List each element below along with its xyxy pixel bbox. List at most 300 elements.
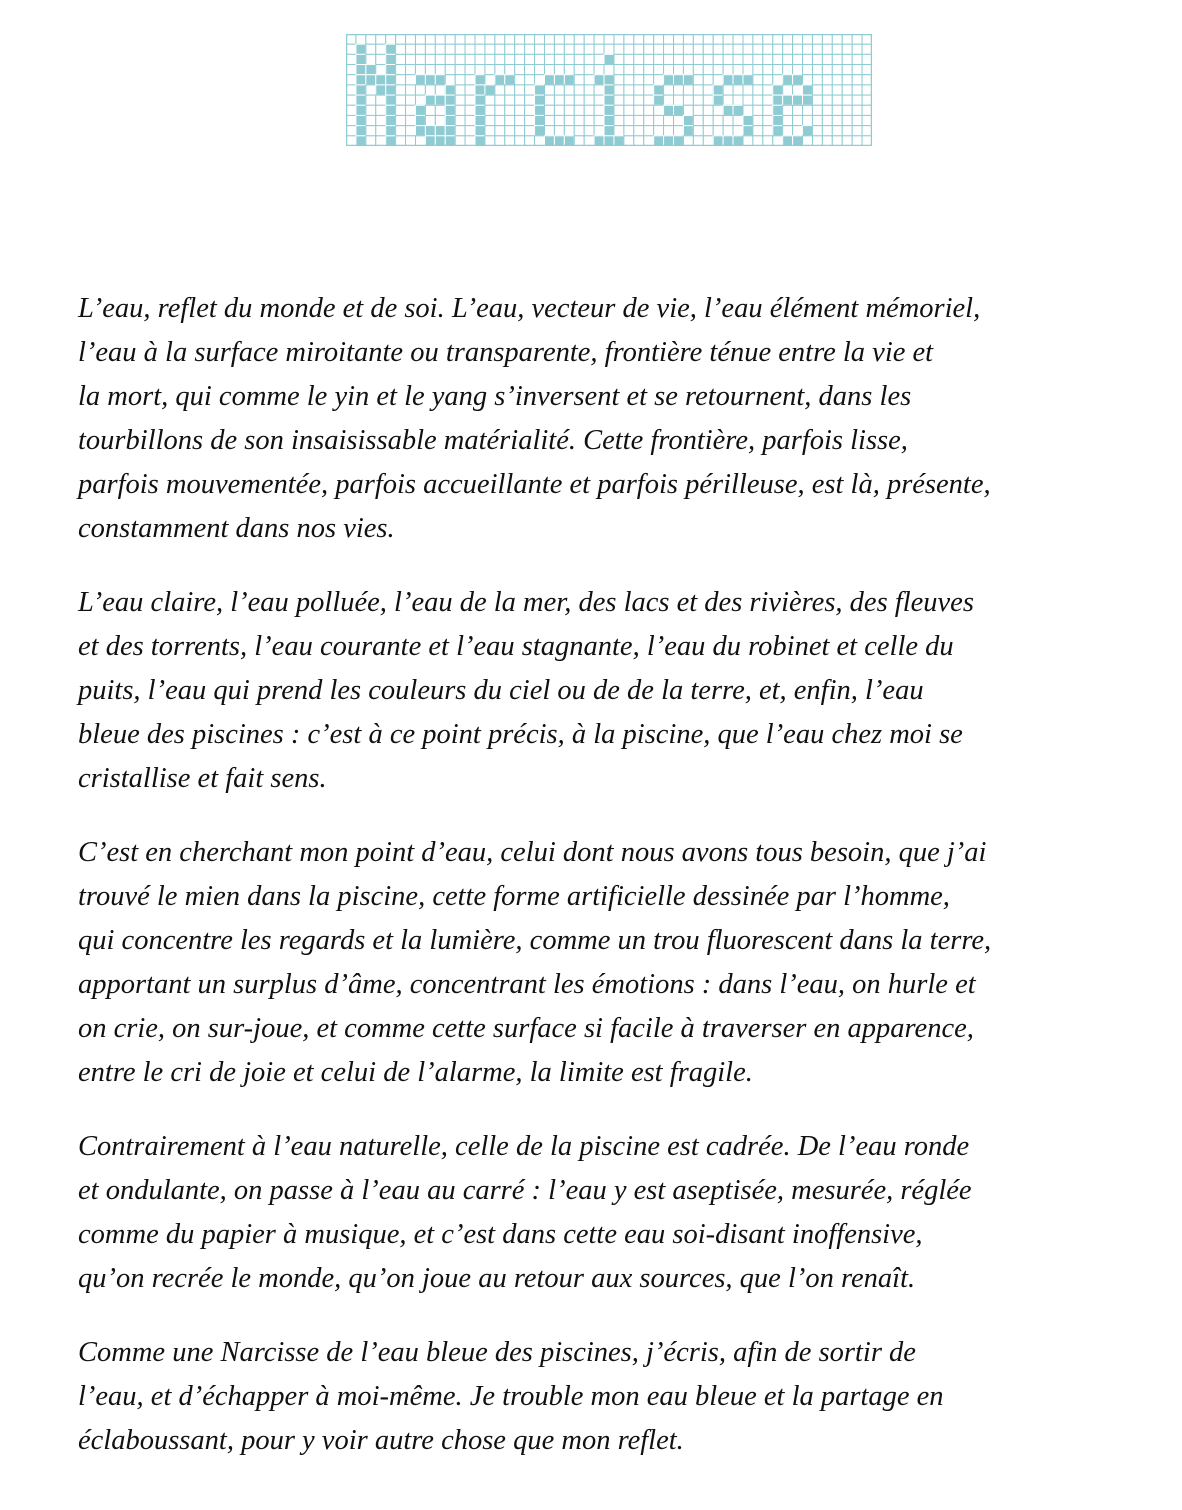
logo-pixel-empty xyxy=(644,115,654,125)
logo-pixel-empty xyxy=(485,136,495,146)
logo-pixel-filled xyxy=(445,136,455,146)
logo-pixel-empty xyxy=(564,115,574,125)
logo-pixel-empty xyxy=(852,126,862,136)
logo-pixel-empty xyxy=(674,65,684,75)
logo-pixel-empty xyxy=(465,105,475,115)
logo-pixel-empty xyxy=(803,136,813,146)
logo-pixel-empty xyxy=(554,65,564,75)
paragraph xyxy=(78,1125,1148,1301)
logo-pixel-filled xyxy=(803,85,813,95)
logo-pixel-empty xyxy=(495,85,505,95)
logo-pixel-filled xyxy=(386,85,396,95)
logo-pixel-empty xyxy=(832,115,842,125)
logo-pixel-empty xyxy=(743,136,753,146)
logo-pixel-filled xyxy=(386,44,396,54)
logo-pixel-empty xyxy=(574,65,584,75)
logo-pixel-empty xyxy=(832,126,842,136)
text-line: et des torrents, l’eau courante et l’eau stagnante, l’eau du robinet et celle du xyxy=(78,631,954,662)
logo-pixel-empty xyxy=(822,85,832,95)
logo-pixel-empty xyxy=(644,126,654,136)
logo-pixel-empty xyxy=(703,115,713,125)
logo-pixel-empty xyxy=(485,126,495,136)
logo-pixel-filled xyxy=(803,126,813,136)
logo-pixel-filled xyxy=(376,75,386,85)
logo-pixel-empty xyxy=(793,44,803,54)
logo-pixel-filled xyxy=(604,105,614,115)
logo-pixel-filled xyxy=(535,85,545,95)
logo-pixel-filled xyxy=(793,95,803,105)
logo-pixel-empty xyxy=(634,44,644,54)
logo-pixel-filled xyxy=(604,136,614,146)
logo-pixel-empty xyxy=(564,105,574,115)
logo-pixel-empty xyxy=(862,75,872,85)
logo-pixel-empty xyxy=(842,54,852,64)
logo-pixel-filled xyxy=(604,85,614,95)
logo-pixel-empty xyxy=(852,115,862,125)
logo-pixel-filled xyxy=(614,136,624,146)
logo-pixel-empty xyxy=(495,136,505,146)
logo-pixel-filled xyxy=(743,115,753,125)
logo-pixel-empty xyxy=(525,75,535,85)
logo-pixel-empty xyxy=(753,75,763,85)
logo-pixel-empty xyxy=(693,44,703,54)
logo-pixel-empty xyxy=(703,44,713,54)
text-line: entre le cri de joie et celui de l’alarme, la limite est fragile. xyxy=(78,1057,753,1088)
logo-pixel-empty xyxy=(822,105,832,115)
logo-pixel-empty xyxy=(366,136,376,146)
logo-pixel-empty xyxy=(743,65,753,75)
logo-pixel-empty xyxy=(733,65,743,75)
logo-pixel-empty xyxy=(525,34,535,44)
logo-pixel-empty xyxy=(396,75,406,85)
logo-pixel-empty xyxy=(644,136,654,146)
logo-pixel-empty xyxy=(346,126,356,136)
logo-pixel-empty xyxy=(525,136,535,146)
text-line: et ondulante, on passe à l’eau au carré : l’eau y est aseptisée, mesurée, réglée xyxy=(78,1175,972,1206)
logo-pixel-filled xyxy=(773,126,783,136)
logo-pixel-empty xyxy=(842,136,852,146)
logo-pixel-empty xyxy=(554,34,564,44)
logo-pixel-filled xyxy=(773,85,783,95)
logo-pixel-empty xyxy=(624,65,634,75)
logo-pixel-empty xyxy=(674,44,684,54)
logo-pixel-empty xyxy=(366,85,376,95)
logo-pixel-empty xyxy=(396,105,406,115)
logo-pixel-empty xyxy=(644,34,654,44)
logo-pixel-empty xyxy=(485,54,495,64)
logo-pixel-empty xyxy=(396,54,406,64)
logo-pixel-empty xyxy=(485,65,495,75)
logo-pixel-empty xyxy=(376,105,386,115)
logo-pixel-empty xyxy=(693,126,703,136)
logo-pixel-empty xyxy=(763,85,773,95)
logo-pixel-empty xyxy=(862,136,872,146)
logo-pixel-empty xyxy=(525,115,535,125)
logo-pixel-empty xyxy=(594,115,604,125)
logo-pixel-filled xyxy=(604,95,614,105)
logo-pixel-empty xyxy=(376,126,386,136)
logo-pixel-empty xyxy=(634,34,644,44)
logo-pixel-empty xyxy=(733,115,743,125)
logo-pixel-empty xyxy=(822,34,832,44)
logo-pixel-empty xyxy=(396,136,406,146)
logo-pixel-empty xyxy=(862,115,872,125)
logo-pixel-empty xyxy=(753,95,763,105)
logo-pixel-empty xyxy=(634,105,644,115)
logo-pixel-empty xyxy=(604,44,614,54)
logo-pixel-empty xyxy=(366,34,376,44)
logo-pixel-empty xyxy=(455,126,465,136)
logo-pixel-filled xyxy=(425,136,435,146)
logo-pixel-empty xyxy=(773,65,783,75)
logo-pixel-filled xyxy=(435,75,445,85)
logo-pixel-empty xyxy=(703,136,713,146)
logo-pixel-empty xyxy=(634,54,644,64)
logo-pixel-empty xyxy=(683,85,693,95)
logo-pixel-filled xyxy=(425,126,435,136)
logo-pixel-filled xyxy=(376,85,386,95)
logo-pixel-empty xyxy=(554,85,564,95)
logo-pixel-empty xyxy=(406,75,416,85)
logo-pixel-empty xyxy=(812,44,822,54)
logo-pixel-empty xyxy=(624,126,634,136)
logo-pixel-empty xyxy=(713,65,723,75)
logo-pixel-empty xyxy=(366,54,376,64)
logo-pixel-empty xyxy=(743,44,753,54)
logo-pixel-filled xyxy=(604,75,614,85)
logo-pixel-filled xyxy=(386,136,396,146)
logo-pixel-empty xyxy=(515,115,525,125)
logo-pixel-empty xyxy=(862,65,872,75)
logo-pixel-empty xyxy=(822,65,832,75)
logo-pixel-filled xyxy=(356,126,366,136)
logo-pixel-empty xyxy=(415,34,425,44)
logo-pixel-empty xyxy=(763,105,773,115)
text-line: trouvé le mien dans la piscine, cette forme artificielle dessinée par l’homme, xyxy=(78,881,950,912)
logo-pixel-empty xyxy=(574,95,584,105)
paragraph xyxy=(78,581,1148,801)
logo-pixel-empty xyxy=(812,136,822,146)
logo-pixel-empty xyxy=(832,85,842,95)
logo-pixel-empty xyxy=(753,44,763,54)
logo-pixel-filled xyxy=(683,115,693,125)
logo-pixel-empty xyxy=(584,65,594,75)
logo-pixel-empty xyxy=(604,65,614,75)
logo-pixel-filled xyxy=(386,54,396,64)
logo-pixel-filled xyxy=(713,95,723,105)
logo-pixel-empty xyxy=(812,85,822,95)
logo-pixel-empty xyxy=(435,54,445,64)
logo-pixel-filled xyxy=(475,105,485,115)
logo-pixel-empty xyxy=(693,95,703,105)
logo-pixel-empty xyxy=(733,95,743,105)
logo-pixel-empty xyxy=(753,65,763,75)
logo-pixel-empty xyxy=(793,34,803,44)
logo-pixel-empty xyxy=(505,126,515,136)
logo-pixel-filled xyxy=(544,75,554,85)
logo-pixel-empty xyxy=(654,54,664,64)
logo-pixel-empty xyxy=(554,54,564,64)
logo-pixel-empty xyxy=(644,65,654,75)
logo-pixel-empty xyxy=(763,54,773,64)
text-line: qu’on recrée le monde, qu’on joue au retour aux sources, que l’on renaît. xyxy=(78,1263,916,1294)
logo-pixel-empty xyxy=(435,115,445,125)
text-line: bleue des piscines : c’est à ce point précis, à la piscine, que l’eau chez moi se xyxy=(78,719,963,750)
logo-pixel-empty xyxy=(654,34,664,44)
logo-pixel-empty xyxy=(832,75,842,85)
logo-pixel-empty xyxy=(624,85,634,95)
logo-pixel-empty xyxy=(733,126,743,136)
logo-pixel-empty xyxy=(366,95,376,105)
logo-pixel-empty xyxy=(822,54,832,64)
logo-pixel-empty xyxy=(425,105,435,115)
logo-pixel-empty xyxy=(793,54,803,64)
logo-pixel-empty xyxy=(822,126,832,136)
logo-pixel-empty xyxy=(505,95,515,105)
logo-pixel-filled xyxy=(654,85,664,95)
text-line: cristallise et fait sens. xyxy=(78,763,327,794)
logo-pixel-empty xyxy=(743,34,753,44)
text-line: C’est en cherchant mon point d’eau, celui dont nous avons tous besoin, que j’ai xyxy=(78,837,987,868)
logo-pixel-empty xyxy=(852,85,862,95)
logo-pixel-empty xyxy=(862,126,872,136)
logo-pixel-empty xyxy=(763,65,773,75)
logo-pixel-empty xyxy=(594,54,604,64)
logo-pixel-empty xyxy=(773,44,783,54)
logo-pixel-empty xyxy=(634,126,644,136)
logo-pixel-empty xyxy=(793,115,803,125)
logo-pixel-empty xyxy=(624,136,634,146)
logo-pixel-filled xyxy=(445,95,455,105)
logo-pixel-empty xyxy=(812,105,822,115)
logo-pixel-filled xyxy=(425,95,435,105)
logo-pixel-empty xyxy=(465,85,475,95)
logo-pixel-empty xyxy=(783,34,793,44)
logo-pixel-empty xyxy=(564,126,574,136)
logo-pixel-empty xyxy=(783,85,793,95)
logo-pixel-filled xyxy=(654,95,664,105)
logo-pixel-filled xyxy=(683,126,693,136)
logo-pixel-empty xyxy=(346,105,356,115)
logo-pixel-empty xyxy=(376,54,386,64)
logo-pixel-empty xyxy=(584,85,594,95)
logo-pixel-empty xyxy=(664,115,674,125)
text-line: apportant un surplus d’âme, concentrant les émotions : dans l’eau, on hurle et xyxy=(78,969,976,1000)
logo-pixel-filled xyxy=(386,65,396,75)
logo-pixel-empty xyxy=(505,136,515,146)
logo-pixel-empty xyxy=(435,105,445,115)
logo-pixel-empty xyxy=(842,115,852,125)
logo-pixel-empty xyxy=(683,34,693,44)
logo-pixel-empty xyxy=(832,95,842,105)
logo-pixel-empty xyxy=(554,44,564,54)
logo-pixel-filled xyxy=(773,115,783,125)
logo-pixel-empty xyxy=(445,34,455,44)
logo-pixel-empty xyxy=(723,115,733,125)
logo-pixel-empty xyxy=(644,44,654,54)
logo-pixel-empty xyxy=(425,85,435,95)
logo-pixel-empty xyxy=(773,136,783,146)
logo-pixel-empty xyxy=(505,115,515,125)
logo-pixel-filled xyxy=(356,105,366,115)
logo-pixel-empty xyxy=(406,85,416,95)
logo-pixel-empty xyxy=(525,54,535,64)
logo-pixel-filled xyxy=(544,136,554,146)
logo-pixel-empty xyxy=(842,126,852,136)
logo-pixel-empty xyxy=(683,136,693,146)
logo-pixel-empty xyxy=(614,65,624,75)
logo-pixel-empty xyxy=(544,44,554,54)
logo-pixel-empty xyxy=(693,136,703,146)
logo-pixel-empty xyxy=(743,105,753,115)
logo-pixel-empty xyxy=(544,34,554,44)
logo-pixel-filled xyxy=(445,85,455,95)
logo-pixel-empty xyxy=(564,95,574,105)
logo-pixel-empty xyxy=(396,85,406,95)
logo-pixel-empty xyxy=(515,136,525,146)
logo-pixel-empty xyxy=(564,44,574,54)
logo-pixel-empty xyxy=(664,65,674,75)
logo-pixel-empty xyxy=(624,105,634,115)
logo-pixel-empty xyxy=(713,54,723,64)
logo-pixel-empty xyxy=(535,75,545,85)
logo-pixel-empty xyxy=(346,75,356,85)
logo-pixel-empty xyxy=(644,95,654,105)
logo-pixel-empty xyxy=(455,65,465,75)
logo-pixel-filled xyxy=(475,95,485,105)
logo-pixel-empty xyxy=(505,105,515,115)
logo-pixel-empty xyxy=(693,34,703,44)
logo-pixel-empty xyxy=(733,44,743,54)
logo-pixel-empty xyxy=(406,105,416,115)
logo-pixel-empty xyxy=(554,115,564,125)
logo-pixel-empty xyxy=(614,44,624,54)
logo-pixel-filled xyxy=(743,126,753,136)
logo-pixel-empty xyxy=(604,34,614,44)
logo-pixel-empty xyxy=(584,105,594,115)
logo-pixel-empty xyxy=(495,126,505,136)
logo-pixel-empty xyxy=(713,105,723,115)
logo-pixel-empty xyxy=(822,95,832,105)
logo-pixel-empty xyxy=(495,105,505,115)
logo-pixel-empty xyxy=(644,54,654,64)
logo-pixel-empty xyxy=(415,95,425,105)
logo-pixel-empty xyxy=(614,126,624,136)
logo-pixel-empty xyxy=(535,54,545,64)
logo-pixel-filled xyxy=(475,126,485,136)
logo-pixel-empty xyxy=(664,95,674,105)
logo-pixel-filled xyxy=(674,105,684,115)
logo-pixel-empty xyxy=(455,34,465,44)
logo-pixel-empty xyxy=(485,95,495,105)
logo-pixel-filled xyxy=(445,115,455,125)
logo-pixel-empty xyxy=(783,115,793,125)
logo-pixel-filled xyxy=(783,95,793,105)
logo-pixel-empty xyxy=(455,44,465,54)
logo-pixel-empty xyxy=(693,115,703,125)
logo-pixel-empty xyxy=(862,85,872,95)
logo-pixel-empty xyxy=(544,105,554,115)
logo-pixel-empty xyxy=(495,95,505,105)
logo-pixel-empty xyxy=(812,95,822,105)
logo-pixel-empty xyxy=(465,95,475,105)
logo-pixel-empty xyxy=(614,95,624,105)
logo-pixel-empty xyxy=(406,115,416,125)
logo-pixel-empty xyxy=(723,44,733,54)
logo-pixel-empty xyxy=(753,85,763,95)
logo-pixel-empty xyxy=(505,85,515,95)
logo-pixel-empty xyxy=(515,85,525,95)
logo-pixel-empty xyxy=(753,34,763,44)
logo-pixel-empty xyxy=(525,44,535,54)
logo-pixel-empty xyxy=(852,54,862,64)
logo-pixel-filled xyxy=(604,54,614,64)
logo-pixel-empty xyxy=(435,65,445,75)
logo-pixel-empty xyxy=(654,44,664,54)
logo-pixel-empty xyxy=(634,75,644,85)
logo-pixel-empty xyxy=(654,105,664,115)
logo-pixel-filled xyxy=(435,95,445,105)
logo-pixel-empty xyxy=(683,54,693,64)
logo-pixel-filled xyxy=(386,126,396,136)
logo-pixel-empty xyxy=(793,126,803,136)
logo-pixel-filled xyxy=(783,136,793,146)
paragraph xyxy=(78,831,1148,1095)
logo-pixel-empty xyxy=(505,65,515,75)
logo-pixel-filled xyxy=(445,105,455,115)
logo-pixel-empty xyxy=(396,44,406,54)
logo-pixel-empty xyxy=(584,115,594,125)
logo-pixel-empty xyxy=(455,95,465,105)
logo-pixel-empty xyxy=(564,34,574,44)
logo-pixel-empty xyxy=(574,54,584,64)
logo-pixel-empty xyxy=(574,44,584,54)
logo-pixel-empty xyxy=(515,75,525,85)
logo-pixel-filled xyxy=(366,65,376,75)
logo-pixel-filled xyxy=(356,44,366,54)
logo-pixel-filled xyxy=(733,136,743,146)
logo-pixel-empty xyxy=(644,75,654,85)
logo-pixel-empty xyxy=(425,34,435,44)
logo-pixel-empty xyxy=(793,85,803,95)
logo-pixel-empty xyxy=(465,54,475,64)
logo-pixel-empty xyxy=(386,34,396,44)
logo-pixel-empty xyxy=(713,115,723,125)
logo-pixel-empty xyxy=(703,105,713,115)
logo-pixel-empty xyxy=(584,75,594,85)
logo-pixel-filled xyxy=(415,105,425,115)
logo-pixel-empty xyxy=(862,54,872,64)
text-line: Comme une Narcisse de l’eau bleue des piscines, j’écris, afin de sortir de xyxy=(78,1337,916,1368)
logo-pixel-empty xyxy=(485,75,495,85)
logo-pixel-empty xyxy=(525,85,535,95)
text-line: L’eau, reflet du monde et de soi. L’eau, vecteur de vie, l’eau élément mémoriel, xyxy=(78,293,981,324)
logo-pixel-empty xyxy=(822,44,832,54)
logo-pixel-empty xyxy=(812,126,822,136)
logo-pixel-empty xyxy=(515,126,525,136)
text-line: parfois mouvementée, parfois accueillante et parfois périlleuse, est là, présente, xyxy=(78,469,991,500)
logo-pixel-empty xyxy=(425,54,435,64)
logo-pixel-empty xyxy=(376,95,386,105)
logo-pixel-empty xyxy=(703,126,713,136)
logo-pixel-empty xyxy=(475,54,485,64)
logo-pixel-filled xyxy=(415,75,425,85)
logo-pixel-empty xyxy=(713,44,723,54)
logo-pixel-empty xyxy=(544,85,554,95)
logo-pixel-empty xyxy=(614,105,624,115)
logo-pixel-empty xyxy=(683,65,693,75)
logo-pixel-filled xyxy=(445,126,455,136)
